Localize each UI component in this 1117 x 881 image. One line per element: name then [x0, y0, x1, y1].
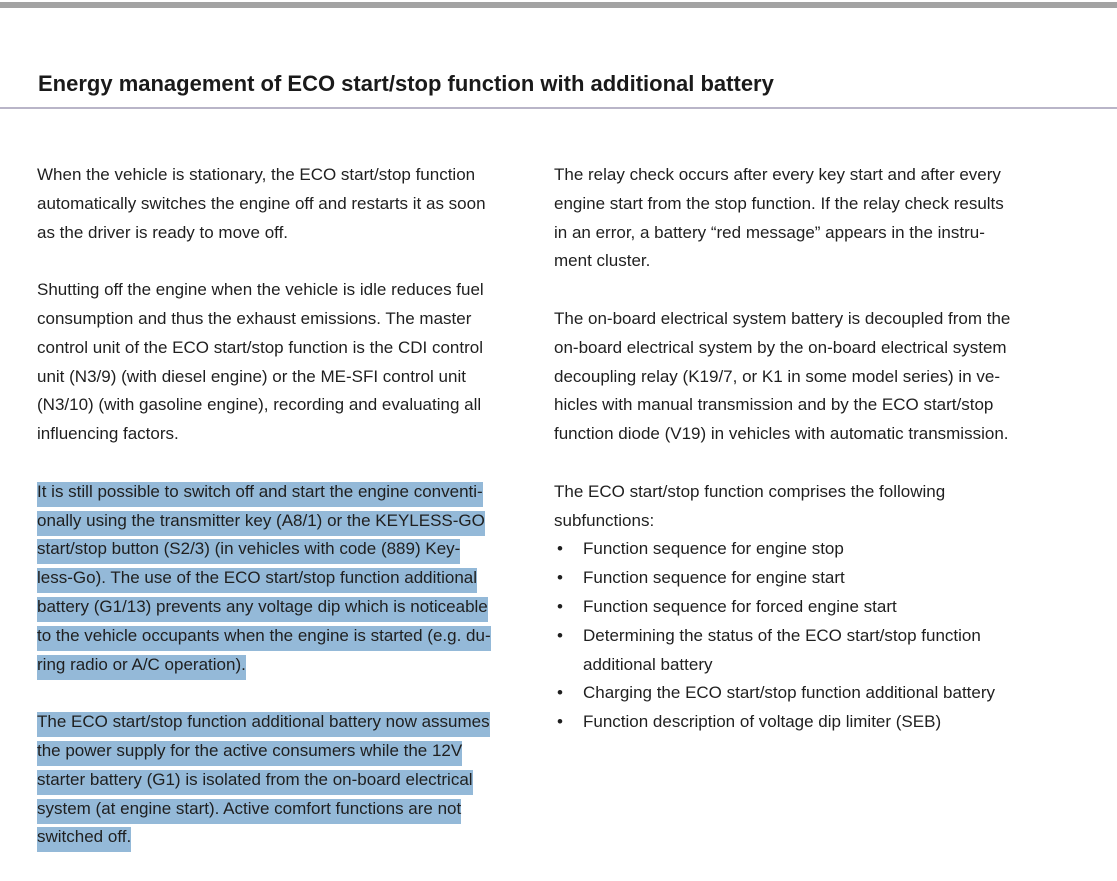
text-line	[554, 190, 1074, 219]
text-line	[583, 535, 1074, 564]
text-line-content: starter battery (G1) is isolated from the on-board electrical	[37, 770, 473, 795]
text-line	[37, 219, 527, 248]
highlighted-paragraph[interactable]	[37, 708, 527, 852]
text-line-content: as the driver is ready to move off.	[37, 222, 289, 242]
text-line-content: The ECO start/stop function additional battery now assumes	[37, 712, 490, 737]
text-line	[554, 363, 1074, 392]
text-line	[37, 535, 527, 564]
text-line	[554, 247, 1074, 276]
text-line-content: battery (G1/13) prevents any voltage dip which is noticeable	[37, 597, 488, 622]
text-line-content: onally using the transmitter key (A8/1) or the KEYLESS-GO	[37, 511, 485, 536]
text-line-content: Function sequence for engine start	[583, 568, 845, 588]
text-line-content: Function sequence for engine stop	[583, 539, 844, 559]
text-line-content: unit (N3/9) (with diesel engine) or the ME-SFI control unit	[37, 366, 466, 386]
list-item	[554, 564, 1074, 593]
text-line	[37, 823, 527, 852]
text-line-content: It is still possible to switch off and start the engine conventi-	[37, 482, 483, 507]
text-line	[37, 795, 527, 824]
text-line	[583, 708, 1074, 737]
text-line-content: less-Go). The use of the ECO start/stop function additional	[37, 568, 477, 593]
text-line	[37, 420, 527, 449]
text-line-content: Charging the ECO start/stop function additional battery	[583, 683, 996, 703]
text-line	[554, 305, 1074, 334]
text-line-content: control unit of the ECO start/stop function is the CDI control	[37, 337, 483, 357]
text-line-content: ring radio or A/C operation).	[37, 655, 246, 680]
text-line-content: Function description of voltage dip limiter (SEB)	[583, 712, 942, 732]
text-line	[554, 219, 1074, 248]
paragraph	[37, 161, 527, 247]
text-line	[583, 679, 1074, 708]
paragraph	[554, 305, 1074, 449]
text-line	[37, 651, 527, 680]
text-line-content: The relay check occurs after every key start and after every	[554, 165, 1001, 184]
text-line	[37, 276, 527, 305]
text-line	[37, 363, 527, 392]
paragraph	[37, 276, 527, 449]
paragraph	[554, 161, 1074, 276]
text-line	[583, 593, 1074, 622]
text-line	[554, 507, 1074, 536]
list-item	[554, 622, 1074, 680]
highlighted-paragraph[interactable]	[37, 478, 527, 680]
text-line-content: start/stop button (S2/3) (in vehicles with code (889) Key-	[37, 539, 460, 564]
text-line	[37, 391, 527, 420]
text-line	[554, 161, 1074, 190]
text-line-content: automatically switches the engine off and restarts it as soon	[37, 193, 486, 213]
list-item	[554, 679, 1074, 708]
text-line-content: influencing factors.	[37, 424, 179, 444]
text-line-content: decoupling relay (K19/7, or K1 in some model series) in ve-	[554, 366, 1000, 386]
right-column	[554, 161, 1074, 737]
text-line-content: to the vehicle occupants when the engine is started (e.g. du-	[37, 626, 491, 651]
text-line	[554, 391, 1074, 420]
page-title: Energy management of ECO start/stop function with additional battery	[38, 71, 774, 96]
title-underline	[0, 107, 1117, 109]
text-line-content: Function sequence for forced engine start	[583, 596, 897, 616]
text-line	[37, 766, 527, 795]
text-line-content: the power supply for the active consumers while the 12V	[37, 741, 462, 766]
text-line-content: engine start from the stop function. If the relay check results	[554, 193, 1004, 213]
text-line	[37, 507, 527, 536]
text-line-content: consumption and thus the exhaust emissions. The master	[37, 308, 472, 328]
text-line	[37, 737, 527, 766]
text-line-content: additional battery	[583, 654, 713, 674]
text-line	[37, 593, 527, 622]
text-line	[583, 564, 1074, 593]
text-line	[37, 478, 527, 507]
text-line-content: Determining the status of the ECO start/stop function	[583, 625, 981, 645]
text-line	[37, 708, 527, 737]
list-item	[554, 593, 1074, 622]
text-line-content: in an error, a battery “red message” appears in the instru-	[554, 222, 985, 242]
left-column	[37, 161, 527, 881]
text-line	[37, 305, 527, 334]
text-line	[554, 420, 1074, 449]
text-line	[37, 564, 527, 593]
text-line-content: When the vehicle is stationary, the ECO start/stop function	[37, 165, 476, 184]
text-line	[37, 161, 527, 190]
top-divider-bar	[0, 2, 1117, 8]
text-line-content: Shutting off the engine when the vehicle is idle reduces fuel	[37, 280, 484, 300]
text-line	[554, 334, 1074, 363]
list-item	[554, 708, 1074, 737]
text-line-content: switched off.	[37, 827, 131, 852]
paragraph	[554, 478, 1074, 536]
text-line-content: The on-board electrical system battery is decoupled from the	[554, 308, 1011, 328]
text-line-content: on-board electrical system by the on-board electrical system	[554, 337, 1007, 357]
text-line-content: The ECO start/stop function comprises the following	[554, 481, 946, 501]
text-line-content: (N3/10) (with gasoline engine), recording and evaluating all	[37, 395, 482, 415]
text-line-content: function diode (V19) in vehicles with automatic transmission.	[554, 424, 1009, 444]
text-line	[583, 651, 1074, 680]
text-line	[37, 622, 527, 651]
text-line-content: hicles with manual transmission and by the ECO start/stop	[554, 395, 994, 415]
text-line-content: system (at engine start). Active comfort functions are not	[37, 799, 461, 824]
text-line-content: ment cluster.	[554, 251, 651, 271]
list-item	[554, 535, 1074, 564]
text-line	[37, 190, 527, 219]
subfunction-list	[554, 535, 1074, 737]
text-line	[37, 334, 527, 363]
text-line	[554, 478, 1074, 507]
text-line-content: subfunctions:	[554, 510, 655, 530]
text-line	[583, 622, 1074, 651]
